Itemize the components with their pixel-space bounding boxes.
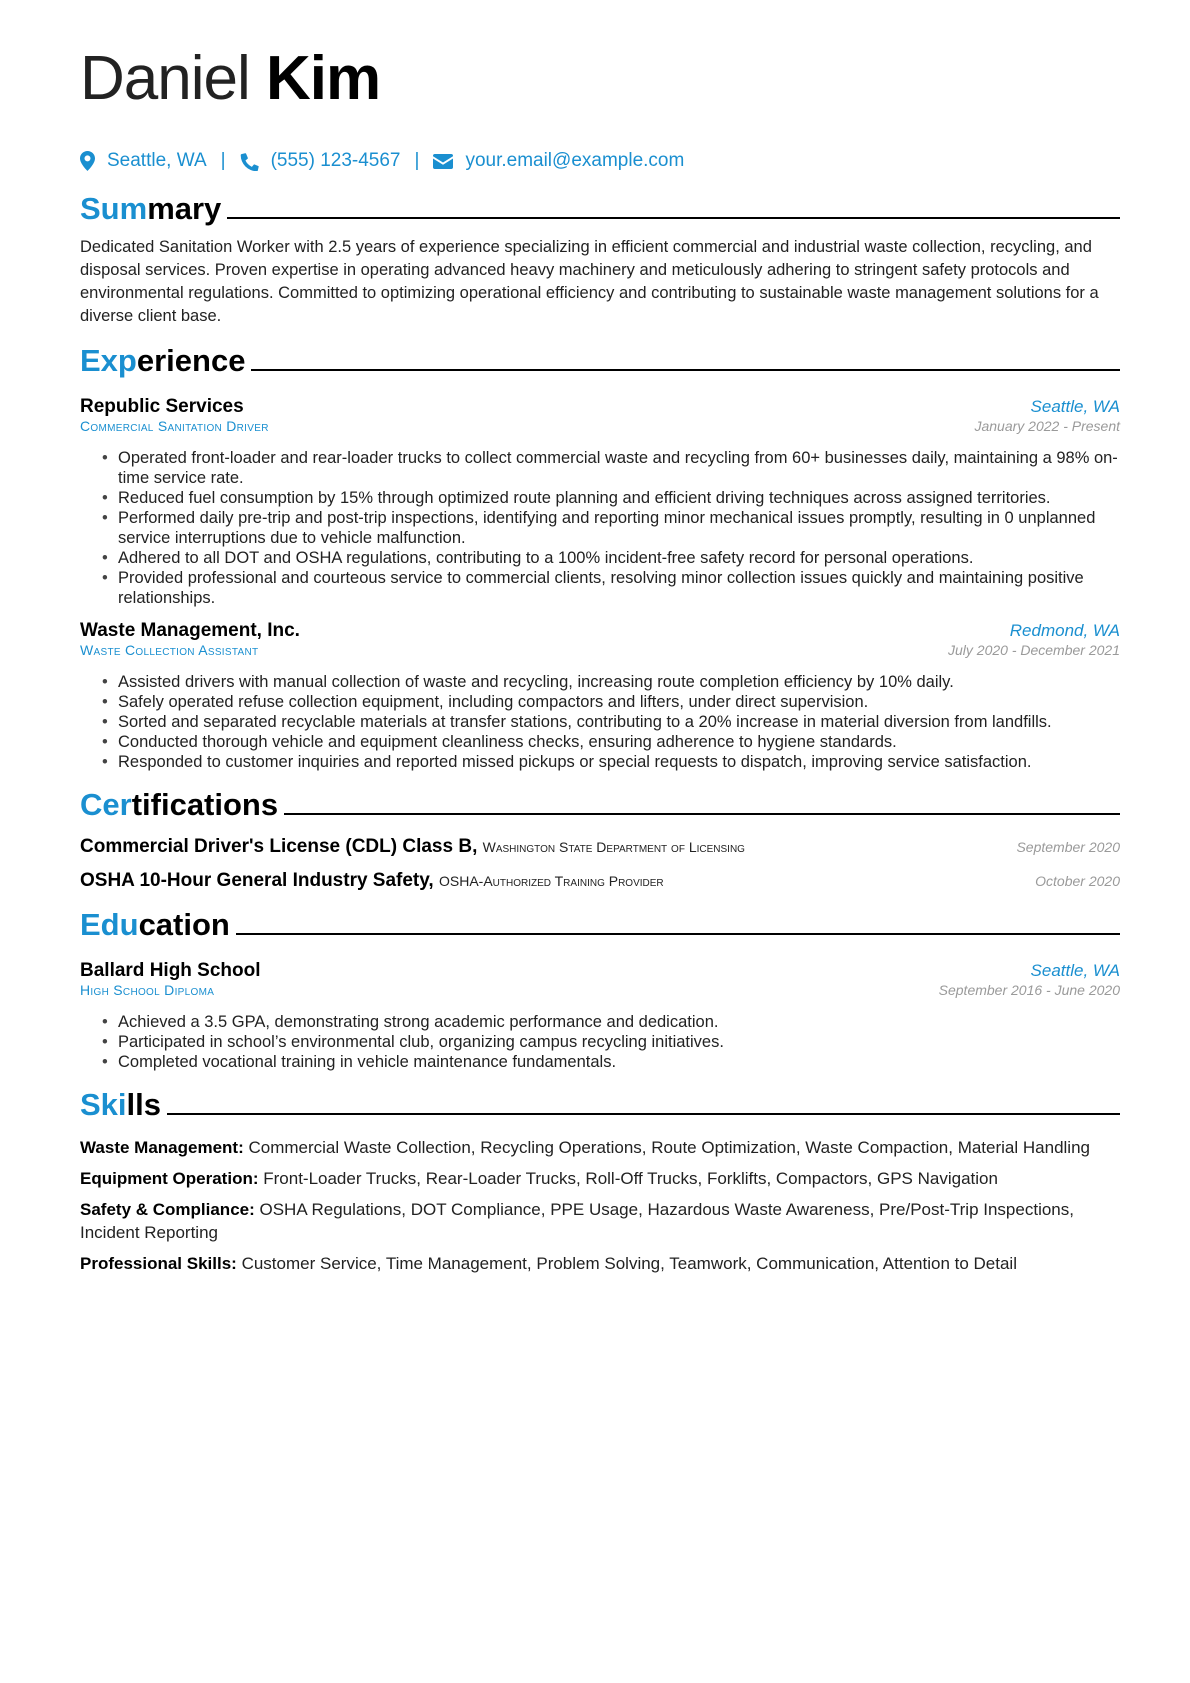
certification-name: OSHA 10-Hour General Industry Safety xyxy=(80,870,429,891)
certification-comma: , xyxy=(472,836,483,857)
title-accent: Exp xyxy=(80,343,137,378)
employer-location: Seattle, WA xyxy=(1030,397,1120,416)
degree-title: High School Diploma xyxy=(80,982,215,998)
certification-name: Commercial Driver's License (CDL) Class B xyxy=(80,836,473,857)
bullet-item: • Adhered to all DOT and OSHA regulations, contributing to a 100% incident-free safety record for personal operations. xyxy=(102,548,1120,568)
job-dates: January 2022 - Present xyxy=(974,418,1120,434)
envelope-icon xyxy=(433,154,453,169)
school-location: Seattle, WA xyxy=(1030,961,1120,980)
phone-text: (555) 123-4567 xyxy=(270,150,401,171)
entry-subheader xyxy=(80,982,1120,998)
resume-content xyxy=(80,40,1120,1275)
skill-label: Safety & Compliance: xyxy=(80,1200,255,1219)
section-title xyxy=(80,1086,161,1124)
skill-values: Commercial Waste Collection, Recycling Operations, Route Optimization, Waste Compaction, Material Handling xyxy=(248,1138,1090,1157)
contact-bar xyxy=(80,146,1120,176)
contact-separator: | xyxy=(220,150,226,171)
entry-header xyxy=(80,396,1120,418)
phone-icon xyxy=(240,152,259,171)
employer-name: Waste Management, Inc. xyxy=(80,620,300,641)
certification-date: October 2020 xyxy=(1035,873,1120,889)
section-title xyxy=(80,906,230,944)
bullet-item: • Safely operated refuse collection equipment, including compactors and lifters, under direct supervision. xyxy=(102,692,1120,712)
employer-name: Republic Services xyxy=(80,396,244,417)
section-title xyxy=(80,190,221,228)
skill-line xyxy=(80,1167,1120,1190)
entry-header xyxy=(80,620,1120,642)
entry-subheader xyxy=(80,642,1120,658)
certification-text xyxy=(80,836,745,858)
bullet-item: • Conducted thorough vehicle and equipment cleanliness checks, ensuring adherence to hygiene standards. xyxy=(102,732,1120,752)
bullet-item: • Operated front-loader and rear-loader trucks to collect commercial waste and recycling from 60+ businesses daily, maintaining a 98% on-time service rate. xyxy=(102,448,1120,488)
job-title: Commercial Sanitation Driver xyxy=(80,418,269,434)
map-marker-icon xyxy=(80,151,95,171)
bullet-item: • Assisted drivers with manual collection of waste and recycling, increasing route completion efficiency by 10% daily. xyxy=(102,672,1120,692)
summary-text: Dedicated Sanitation Worker with 2.5 years of experience specializing in efficient commercial and industrial waste collection, recycling, and disposal services. Proven expertise in operating advanced heavy machinery and meticulously adhering to stringent safety protocols and environmental regulations. Committed to optimizing operational efficiency and contributing to sustainable waste management solutions for a diverse client base. xyxy=(80,238,1099,325)
experience-entry xyxy=(80,620,1120,772)
title-rest: erience xyxy=(136,343,246,378)
contact-phone[interactable] xyxy=(240,150,401,172)
contact-email[interactable] xyxy=(433,150,684,172)
skill-values: Customer Service, Time Management, Problem Solving, Teamwork, Communication, Attention to Detail xyxy=(241,1254,1017,1273)
certification-comma: , xyxy=(428,870,439,891)
skill-values: OSHA Regulations, DOT Compliance, PPE Usage, Hazardous Waste Awareness, Pre/Post-Trip Inspections, Incident Reporting xyxy=(80,1200,1074,1242)
first-name: Daniel xyxy=(80,44,250,113)
title-accent: Cer xyxy=(80,787,132,822)
title-rest: lls xyxy=(126,1087,161,1122)
section-rule xyxy=(167,1113,1120,1115)
section-rule xyxy=(251,369,1120,371)
skill-label: Equipment Operation: xyxy=(80,1169,259,1188)
education-dates: September 2016 - June 2020 xyxy=(938,982,1120,998)
title-rest: mary xyxy=(147,191,222,226)
last-name: Kim xyxy=(266,44,381,113)
entry-header xyxy=(80,960,1120,982)
bullet-item: • Reduced fuel consumption by 15% through optimized route planning and efficient driving techniques across assigned territories. xyxy=(102,488,1120,508)
certification-issuer: OSHA-Authorized Training Provider xyxy=(438,873,664,889)
bullet-item: • Achieved a 3.5 GPA, demonstrating strong academic performance and dedication. xyxy=(102,1012,1120,1032)
certification-item xyxy=(80,870,1120,892)
section-certifications-heading xyxy=(80,786,1120,824)
section-skills-heading xyxy=(80,1086,1120,1124)
bullet-item: • Performed daily pre-trip and post-trip inspections, identifying and reporting minor mechanical issues promptly, resulting in 0 unplanned service interruptions due to vehicle malfunction. xyxy=(102,508,1120,548)
school-name: Ballard High School xyxy=(80,960,261,981)
certification-text xyxy=(80,870,664,892)
job-bullets xyxy=(80,448,1120,608)
section-rule xyxy=(236,933,1120,935)
job-bullets xyxy=(80,672,1120,772)
certification-item xyxy=(80,836,1120,858)
section-experience-heading xyxy=(80,342,1120,380)
job-dates: July 2020 - December 2021 xyxy=(948,642,1120,658)
entry-subheader xyxy=(80,418,1120,434)
candidate-name xyxy=(80,40,1120,118)
job-title: Waste Collection Assistant xyxy=(80,642,259,658)
skill-label: Waste Management: xyxy=(80,1138,244,1157)
skill-values: Front-Loader Trucks, Rear-Loader Trucks, Roll-Off Trucks, Forklifts, Compactors, GPS Navigation xyxy=(263,1169,998,1188)
title-accent: Edu xyxy=(80,907,139,942)
education-entry xyxy=(80,960,1120,1072)
section-rule xyxy=(284,813,1120,815)
skill-line xyxy=(80,1252,1120,1275)
title-rest: tifications xyxy=(131,787,279,822)
section-rule xyxy=(227,217,1120,219)
title-accent: Sum xyxy=(80,191,148,226)
bullet-item: • Completed vocational training in vehicle maintenance fundamentals. xyxy=(102,1052,1120,1072)
bullet-item: • Participated in school’s environmental club, organizing campus recycling initiatives. xyxy=(102,1032,1120,1052)
education-bullets xyxy=(80,1012,1120,1072)
title-rest: cation xyxy=(138,907,230,942)
skill-line xyxy=(80,1136,1120,1159)
skill-line xyxy=(80,1198,1120,1244)
contact-location xyxy=(80,150,207,172)
bullet-item: • Provided professional and courteous service to commercial clients, resolving minor collection issues quickly and maintaining positive relationships. xyxy=(102,568,1120,608)
employer-location: Redmond, WA xyxy=(1009,621,1120,640)
skill-label: Professional Skills: xyxy=(80,1254,237,1273)
contact-separator: | xyxy=(414,150,420,171)
bullet-item: • Sorted and separated recyclable materials at transfer stations, contributing to a 20% increase in material diversion from landfills. xyxy=(102,712,1120,732)
title-accent: Ski xyxy=(80,1087,127,1122)
section-education-heading xyxy=(80,906,1120,944)
bullet-item: • Responded to customer inquiries and reported missed pickups or special requests to dispatch, improving service satisfaction. xyxy=(102,752,1120,772)
section-summary-heading xyxy=(80,190,1120,228)
section-title xyxy=(80,786,278,824)
email-link: your.email@example.com xyxy=(465,150,685,171)
certification-issuer: Washington State Department of Licensing xyxy=(482,839,745,855)
section-title xyxy=(80,342,245,380)
experience-entry xyxy=(80,396,1120,608)
certification-date: September 2020 xyxy=(1016,839,1120,855)
location-text: Seattle, WA xyxy=(107,150,207,171)
